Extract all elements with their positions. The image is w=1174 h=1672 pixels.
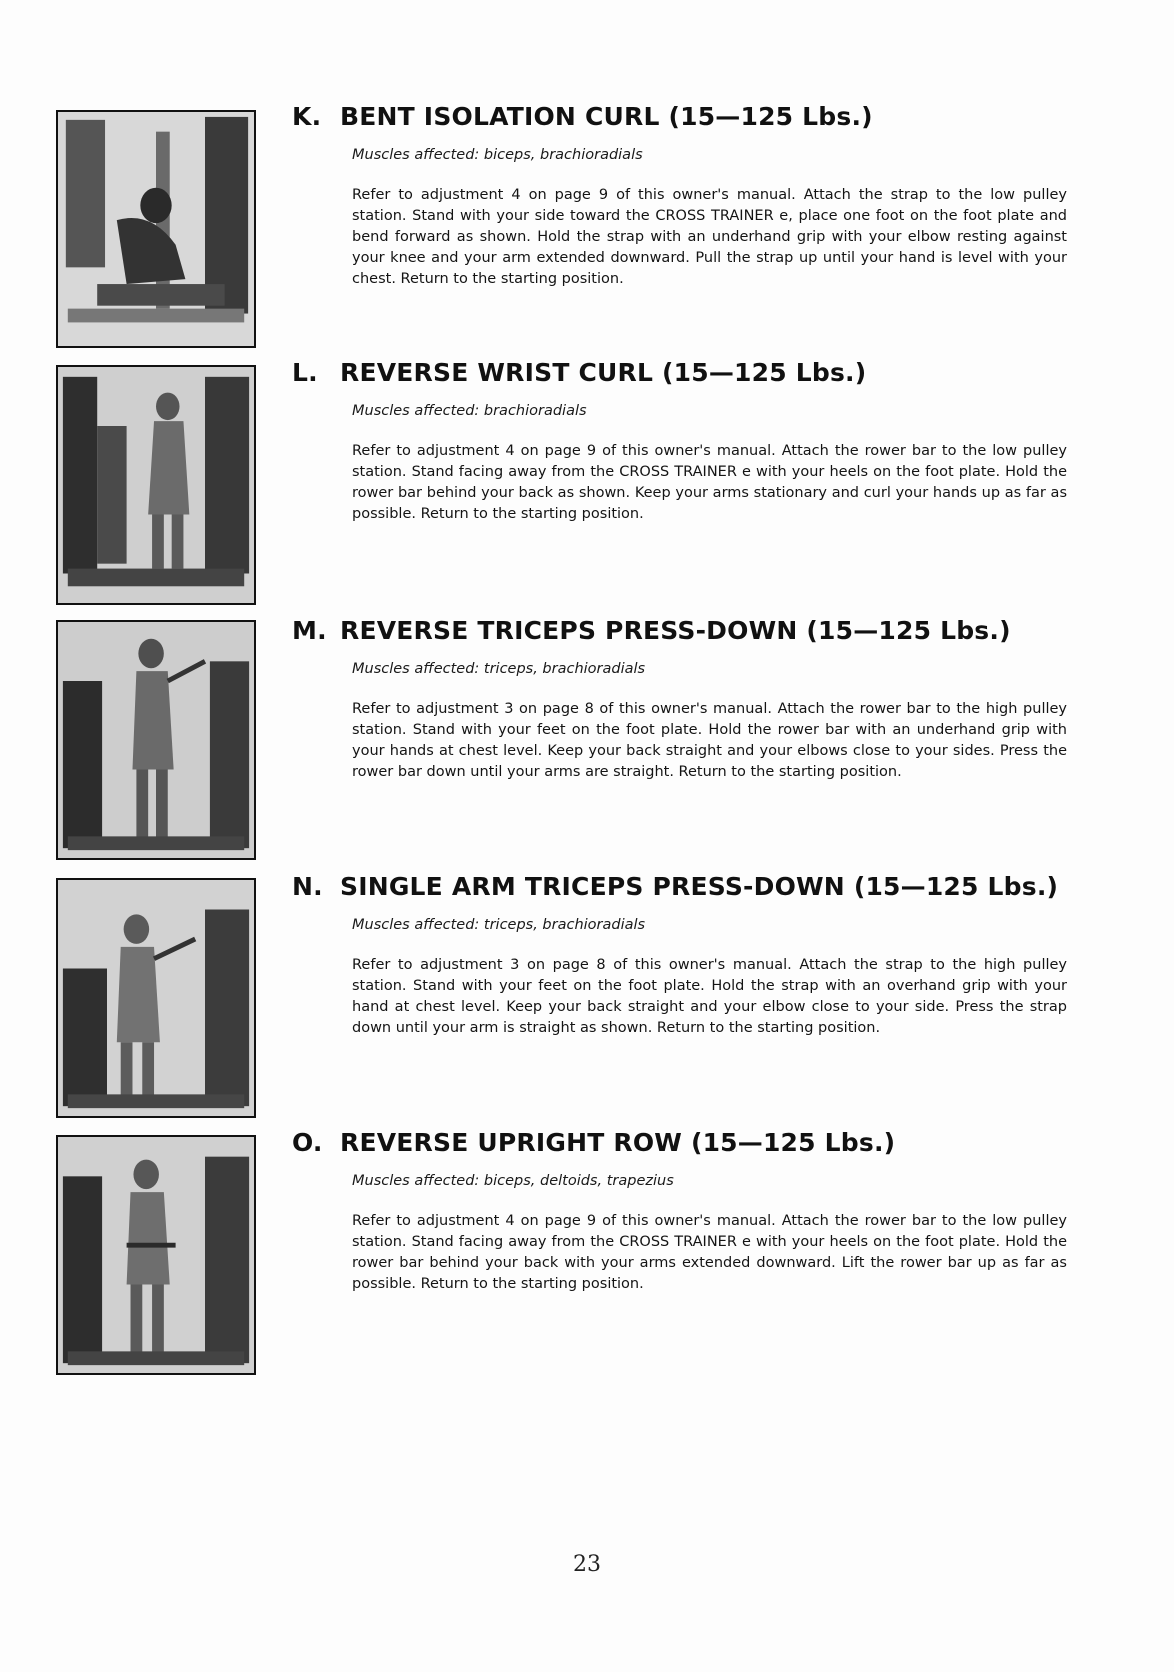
section-heading <box>292 1128 1092 1157</box>
section-letter: L. <box>292 358 318 387</box>
section-heading <box>292 872 1092 901</box>
section-l <box>292 358 1092 525</box>
section-title: BENT ISOLATION CURL (15—125 Lbs.) <box>340 102 873 131</box>
instructions: Refer to adjustment 4 on page 9 of this owner's manual. Attach the rower bar to the low pulley station. Stand facing away from the CROSS TRAINER e with your heels on the foot plate. Hold the rower bar behind your back with your arms extended downward. Lift the rower bar up as far as possible. Return to the starting position. <box>352 1213 1067 1292</box>
section-m <box>292 616 1092 783</box>
muscles-affected: Muscles affected: biceps, deltoids, trapezius <box>352 1173 674 1189</box>
section-title: REVERSE WRIST CURL (15—125 Lbs.) <box>340 358 867 387</box>
instructions: Refer to adjustment 4 on page 9 of this owner's manual. Attach the strap to the low pulley station. Stand with your side toward the CROSS TRAINER e, place one foot on the foot plate and bend forward as shown. Hold the strap with an underhand grip with your elbow resting against your knee and your arm extended downward. Pull the strap up until your hand is level with your chest. Return to the starting position. <box>352 187 1067 287</box>
section-letter: N. <box>292 872 323 901</box>
section-letter: K. <box>292 102 322 131</box>
muscles-affected: Muscles affected: triceps, brachioradials <box>352 661 646 677</box>
section-title: REVERSE UPRIGHT ROW (15—125 Lbs.) <box>340 1128 896 1157</box>
instructions: Refer to adjustment 3 on page 8 of this owner's manual. Attach the strap to the high pulley station. Stand with your feet on the foot plate. Hold the strap with an overhand grip with your hand at chest level. Keep your back straight and your elbow close to your side. Press the strap down until your arm is straight as shown. Return to the starting position. <box>352 957 1067 1036</box>
section-heading <box>292 102 1092 131</box>
page-number: 23 <box>573 1552 601 1577</box>
exercise-photo-n <box>56 878 256 1118</box>
section-heading <box>292 616 1092 645</box>
muscles-affected: Muscles affected: brachioradials <box>352 403 587 419</box>
section-o <box>292 1128 1092 1295</box>
exercise-photo-l <box>56 365 256 605</box>
instructions: Refer to adjustment 3 on page 8 of this owner's manual. Attach the rower bar to the high pulley station. Stand with your feet on the foot plate. Hold the rower bar with an underhand grip with your hands at chest level. Keep your back straight and your elbows close to your sides. Press the rower bar down until your arms are straight. Return to the starting position. <box>352 701 1067 780</box>
exercise-photo-o <box>56 1135 256 1375</box>
section-title: SINGLE ARM TRICEPS PRESS-DOWN (15—125 Lbs.) <box>340 872 1059 901</box>
section-k <box>292 102 1092 290</box>
section-n <box>292 872 1092 1039</box>
section-letter: M. <box>292 616 327 645</box>
exercise-photo-k <box>56 110 256 348</box>
muscles-affected: Muscles affected: biceps, brachioradials <box>352 147 643 163</box>
muscles-affected: Muscles affected: triceps, brachioradials <box>352 917 646 933</box>
section-title: REVERSE TRICEPS PRESS-DOWN (15—125 Lbs.) <box>340 616 1011 645</box>
instructions: Refer to adjustment 4 on page 9 of this owner's manual. Attach the rower bar to the low pulley station. Stand facing away from the CROSS TRAINER e with your heels on the foot plate. Hold the rower bar behind your back as shown. Keep your arms stationary and curl your hands up as far as possible. Return to the starting position. <box>352 443 1067 522</box>
section-letter: O. <box>292 1128 323 1157</box>
exercise-photo-m <box>56 620 256 860</box>
section-heading <box>292 358 1092 387</box>
